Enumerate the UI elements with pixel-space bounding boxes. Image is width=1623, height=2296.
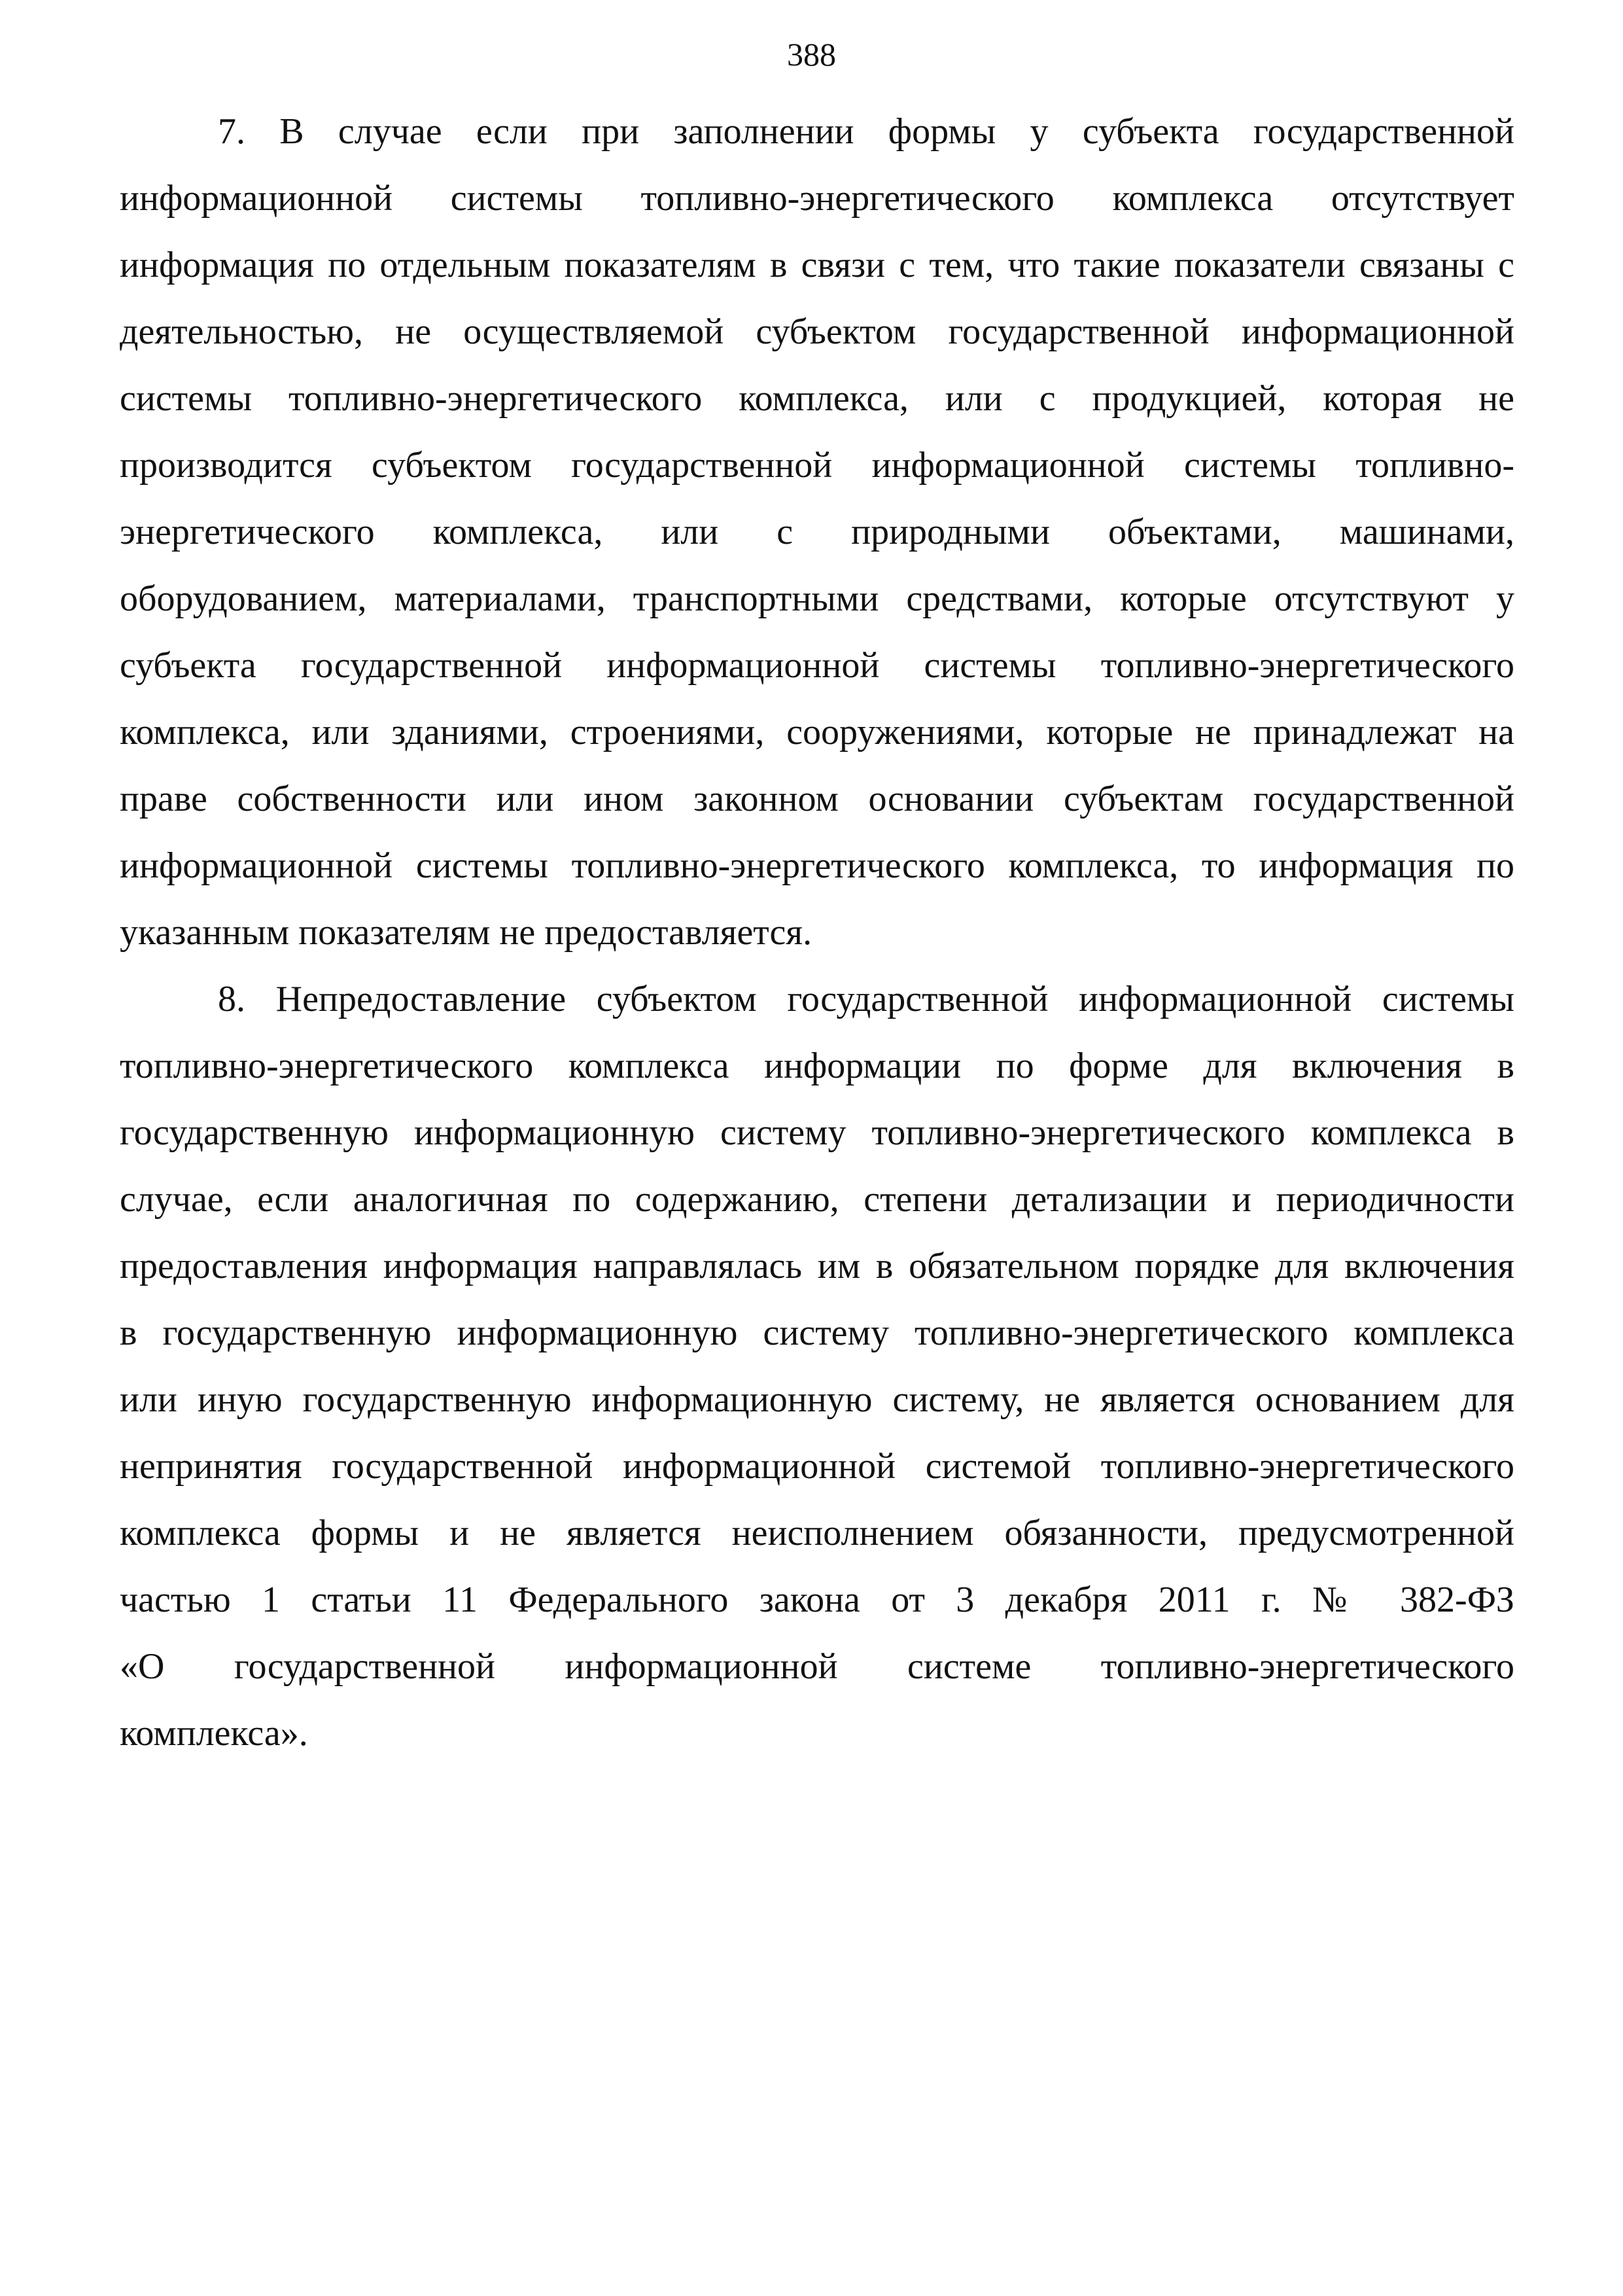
paragraph-line: производится субъектом государственной информационной системы топливно-	[120, 445, 1514, 486]
paragraph-line: энергетического комплекса, или с природными объектами, машинами,	[120, 512, 1514, 552]
paragraph-line: комплекса».	[120, 1713, 308, 1754]
paragraph-line: или иную государственную информационную систему, не является основанием для	[120, 1379, 1514, 1420]
paragraph-line: информационной системы топливно-энергетического комплекса, то информация по	[120, 845, 1514, 886]
paragraph-line: 7. В случае если при заполнении формы у субъекта государственной	[218, 111, 1514, 152]
paragraph-line: деятельностью, не осуществляемой субъектом государственной информационной	[120, 311, 1514, 352]
paragraph-line: праве собственности или ином законном основании субъектам государственной	[120, 779, 1514, 819]
paragraph-line: комплекса формы и не является неисполнением обязанности, предусмотренной	[120, 1513, 1514, 1553]
page-number: 388	[787, 36, 836, 73]
paragraph-line: топливно-энергетического комплекса информации по форме для включения в	[120, 1046, 1514, 1086]
paragraph-line: случае, если аналогичная по содержанию, степени детализации и периодичности	[120, 1179, 1514, 1220]
paragraph-line: предоставления информация направлялась им в обязательном порядке для включения	[120, 1246, 1514, 1286]
paragraph-line: субъекта государственной информационной системы топливно-энергетического	[120, 645, 1514, 686]
paragraph-line: государственную информационную систему топливно-энергетического комплекса в	[120, 1112, 1514, 1153]
paragraph-line: указанным показателям не предоставляется.	[120, 912, 812, 953]
paragraph-line: информация по отдельным показателям в связи с тем, что такие показатели связаны с	[120, 245, 1514, 285]
paragraph-8	[120, 966, 1514, 1767]
paragraph-line: «О государственной информационной системе топливно-энергетического	[120, 1646, 1514, 1687]
paragraph-line: информационной системы топливно-энергетического комплекса отсутствует	[120, 178, 1514, 219]
paragraph-line: в государственную информационную систему топливно-энергетического комплекса	[120, 1313, 1514, 1353]
paragraph-line: оборудованием, материалами, транспортными средствами, которые отсутствуют у	[120, 578, 1514, 619]
paragraph-line: частью 1 статьи 11 Федерального закона от 3 декабря 2011 г. № 382-ФЗ	[120, 1580, 1514, 1620]
paragraph-7	[120, 98, 1514, 966]
paragraph-line: системы топливно-энергетического комплекса, или с продукцией, которая не	[120, 378, 1514, 419]
paragraph-line: непринятия государственной информационной системой топливно-энергетического	[120, 1446, 1514, 1487]
paragraph-line: комплекса, или зданиями, строениями, сооружениями, которые не принадлежат на	[120, 712, 1514, 752]
paragraph-line: 8. Непредоставление субъектом государственной информационной системы	[218, 979, 1514, 1019]
document-body	[120, 98, 1514, 1767]
